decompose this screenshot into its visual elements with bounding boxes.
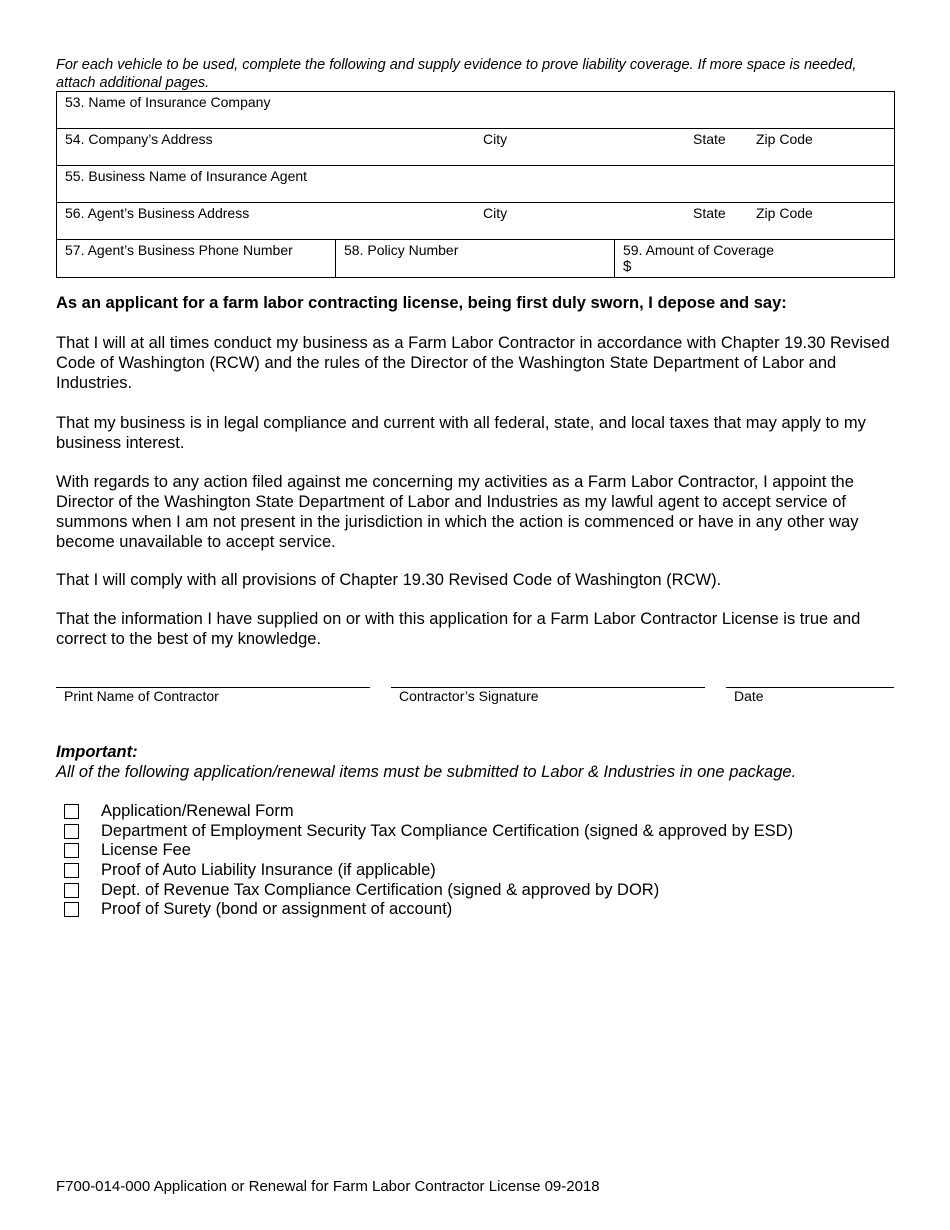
checklist-item bbox=[64, 900, 793, 920]
field-56-state-label: State bbox=[693, 205, 726, 221]
checklist-item bbox=[64, 802, 793, 822]
checkbox[interactable] bbox=[64, 883, 79, 898]
field-58-label: 58. Policy Number bbox=[344, 242, 459, 258]
agent-address-field[interactable] bbox=[57, 203, 895, 240]
affirmation-paragraph: With regards to any action filed against me concerning my activities as a Farm Labor Contractor, I appoint the Director of the Washington State Department of Labor and Industries as my lawful agent to accept service of summons when I am not present in the jurisdiction in which the action is commenced or have in any other way become unavailable to accept service. bbox=[56, 473, 859, 551]
field-54-state-label: State bbox=[693, 131, 726, 147]
checklist-item-label: Dept. of Revenue Tax Compliance Certification (signed & approved by DOR) bbox=[101, 880, 660, 899]
agent-business-name-field[interactable] bbox=[57, 166, 895, 203]
form-footer: F700-014-000 Application or Renewal for Farm Labor Contractor License 09-2018 bbox=[56, 1178, 600, 1195]
field-57-label: 57. Agent’s Business Phone Number bbox=[65, 242, 293, 258]
field-54-city-label: City bbox=[483, 131, 508, 147]
insurance-table bbox=[56, 91, 895, 278]
checkbox[interactable] bbox=[64, 824, 79, 839]
checkbox[interactable] bbox=[64, 902, 79, 917]
currency-symbol: $ bbox=[623, 258, 632, 275]
submission-checklist bbox=[64, 802, 793, 920]
sworn-statement-heading: As an applicant for a farm labor contracting license, being first duly sworn, I depose and say: bbox=[56, 294, 787, 312]
checklist-item-label: Proof of Auto Liability Insurance (if applicable) bbox=[101, 861, 436, 880]
print-name-label: Print Name of Contractor bbox=[64, 688, 219, 704]
checklist-item bbox=[64, 841, 793, 861]
insurance-company-name-field[interactable] bbox=[57, 92, 895, 129]
field-53-label: 53. Name of Insurance Company bbox=[65, 94, 271, 110]
insurance-instructions: For each vehicle to be used, complete the following and supply evidence to prove liability coverage. If more space is needed, attach additional pages. bbox=[56, 57, 857, 91]
affirmation-paragraph: That I will comply with all provisions of Chapter 19.30 Revised Code of Washington (RCW). bbox=[56, 571, 722, 589]
signature-label: Contractor’s Signature bbox=[399, 688, 539, 704]
checkbox[interactable] bbox=[64, 863, 79, 878]
coverage-amount-field[interactable] bbox=[615, 240, 895, 278]
checkbox[interactable] bbox=[64, 843, 79, 858]
checklist-item-label: Application/Renewal Form bbox=[101, 802, 294, 821]
company-address-field[interactable] bbox=[57, 129, 895, 166]
checkbox[interactable] bbox=[64, 804, 79, 819]
field-56-city-label: City bbox=[483, 205, 508, 221]
checklist-item bbox=[64, 861, 793, 881]
checklist-item-label: License Fee bbox=[101, 841, 191, 860]
checklist-item bbox=[64, 880, 793, 900]
checklist-item-label: Proof of Surety (bond or assignment of account) bbox=[101, 900, 453, 919]
field-56-zip-label: Zip Code bbox=[756, 205, 813, 221]
field-56-label: 56. Agent’s Business Address bbox=[65, 205, 250, 221]
policy-number-field[interactable] bbox=[336, 240, 615, 278]
agent-phone-field[interactable] bbox=[57, 240, 336, 278]
checklist-item bbox=[64, 822, 793, 842]
checklist-item-label: Department of Employment Security Tax Compliance Certification (signed & approved by ESD) bbox=[101, 821, 794, 840]
field-59-label: 59. Amount of Coverage bbox=[623, 242, 774, 258]
field-54-label: 54. Company’s Address bbox=[65, 131, 213, 147]
important-text: All of the following application/renewal items must be submitted to Labor & Industries in one package. bbox=[56, 763, 797, 781]
affirmation-paragraph: That my business is in legal compliance and current with all federal, state, and local taxes that may apply to my business interest. bbox=[56, 414, 866, 452]
important-heading: Important: bbox=[56, 743, 138, 761]
date-label: Date bbox=[734, 688, 764, 704]
field-55-label: 55. Business Name of Insurance Agent bbox=[65, 168, 308, 184]
affirmation-paragraph: That the information I have supplied on or with this application for a Farm Labor Contractor License is true and correct to the best of my knowledge. bbox=[56, 610, 861, 648]
affirmation-paragraph: That I will at all times conduct my business as a Farm Labor Contractor in accordance with Chapter 19.30 Revised Code of Washington (RCW) and the rules of the Director of the Washington State Department of Labor and Industries. bbox=[56, 334, 890, 392]
field-54-zip-label: Zip Code bbox=[756, 131, 813, 147]
